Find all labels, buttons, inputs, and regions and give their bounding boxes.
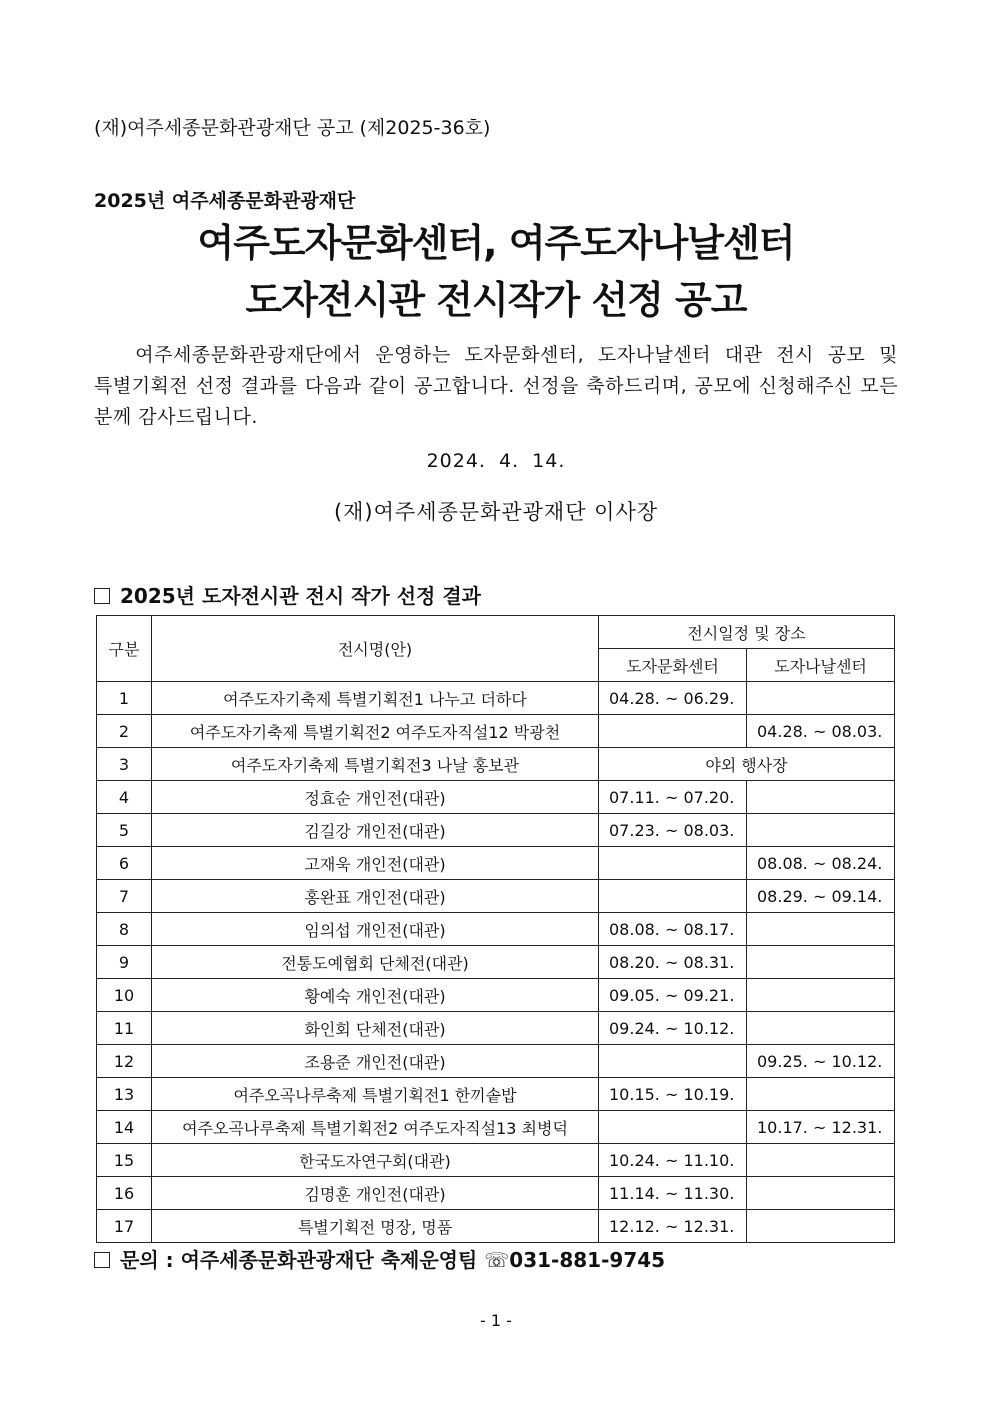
schedule-culture-center — [599, 847, 747, 880]
row-number: 7 — [97, 880, 152, 913]
table-row — [97, 913, 895, 946]
schedule-nanal-center: 04.28. ~ 08.03. — [747, 715, 895, 748]
table-row — [97, 1144, 895, 1177]
schedule-culture-center: 10.24. ~ 11.10. — [599, 1144, 747, 1177]
section-heading-results: 2025년 도자전시관 전시 작가 선정 결과 — [94, 580, 481, 609]
table-row — [97, 1078, 895, 1111]
exhibition-name: 전통도예협회 단체전(대관) — [152, 946, 599, 979]
row-number: 6 — [97, 847, 152, 880]
schedule-culture-center: 07.11. ~ 07.20. — [599, 781, 747, 814]
table-row — [97, 1111, 895, 1144]
schedule-culture-center: 04.28. ~ 06.29. — [599, 682, 747, 715]
row-number: 12 — [97, 1045, 152, 1078]
page-title-line1: 여주도자문화센터, 여주도자나날센터 — [197, 221, 795, 265]
schedule-nanal-center — [747, 946, 895, 979]
row-number: 16 — [97, 1177, 152, 1210]
table-row — [97, 946, 895, 979]
row-number: 10 — [97, 979, 152, 1012]
checkbox-square-icon — [94, 1252, 110, 1268]
exhibition-name: 여주도자기축제 특별기획전1 나누고 더하다 — [152, 682, 599, 715]
schedule-culture-center — [599, 1111, 747, 1144]
row-number: 1 — [97, 682, 152, 715]
row-number: 2 — [97, 715, 152, 748]
table-row — [97, 748, 895, 781]
table-row — [97, 847, 895, 880]
row-number: 17 — [97, 1210, 152, 1243]
schedule-culture-center: 07.23. ~ 08.03. — [599, 814, 747, 847]
schedule-nanal-center — [747, 979, 895, 1012]
exhibition-name: 황예숙 개인전(대관) — [152, 979, 599, 1012]
checkbox-square-icon — [94, 588, 110, 604]
row-number: 3 — [97, 748, 152, 781]
header-exhibition: 전시명(안) — [152, 616, 599, 682]
intro-paragraph: 여주세종문화관광재단에서 운영하는 도자문화센터, 도자나날센터 대관 전시 공모 및 특별기획전 선정 결과를 다음과 같이 공고합니다. 선정을 축하드리며, 공모에 신청해주신 모든 분께 감사드립니다. — [94, 344, 898, 428]
schedule-nanal-center — [747, 1078, 895, 1111]
header-venue-culture-center: 도자문화센터 — [599, 649, 747, 682]
page-title-line2: 도자전시관 전시작가 선정 공고 — [245, 278, 747, 322]
table-row — [97, 1012, 895, 1045]
schedule-nanal-center — [747, 1144, 895, 1177]
schedule-culture-center: 09.24. ~ 10.12. — [599, 1012, 747, 1045]
schedule-nanal-center: 08.08. ~ 08.24. — [747, 847, 895, 880]
exhibition-name: 김길강 개인전(대관) — [152, 814, 599, 847]
table-row — [97, 1177, 895, 1210]
exhibition-name: 김명훈 개인전(대관) — [152, 1177, 599, 1210]
schedule-culture-center: 10.15. ~ 10.19. — [599, 1078, 747, 1111]
schedule-nanal-center — [747, 913, 895, 946]
row-number: 4 — [97, 781, 152, 814]
table-row — [97, 715, 895, 748]
row-number: 13 — [97, 1078, 152, 1111]
row-number: 15 — [97, 1144, 152, 1177]
schedule-culture-center — [599, 880, 747, 913]
schedule-nanal-center: 09.25. ~ 10.12. — [747, 1045, 895, 1078]
table-row — [97, 781, 895, 814]
schedule-nanal-center — [747, 682, 895, 715]
result-table — [96, 615, 895, 1243]
row-number: 14 — [97, 1111, 152, 1144]
schedule-culture-center — [599, 715, 747, 748]
exhibition-name: 고재욱 개인전(대관) — [152, 847, 599, 880]
exhibition-name: 여주오곡나루축제 특별기획전2 여주도자직설13 최병덕 — [152, 1111, 599, 1144]
table-row — [97, 1210, 895, 1243]
issuer: (재)여주세종문화관광재단 이사장 — [333, 500, 659, 524]
exhibition-name: 여주오곡나루축제 특별기획전1 한끼솥밥 — [152, 1078, 599, 1111]
schedule-nanal-center: 08.29. ~ 09.14. — [747, 880, 895, 913]
schedule-culture-center: 09.05. ~ 09.21. — [599, 979, 747, 1012]
row-number: 11 — [97, 1012, 152, 1045]
exhibition-name: 임의섭 개인전(대관) — [152, 913, 599, 946]
page-number: - 1 - — [480, 1311, 512, 1330]
header-category: 구분 — [97, 616, 152, 682]
row-number: 9 — [97, 946, 152, 979]
table-row — [97, 814, 895, 847]
schedule-culture-center — [599, 1045, 747, 1078]
exhibition-name: 특별기획전 명장, 명품 — [152, 1210, 599, 1243]
table-row — [97, 1045, 895, 1078]
notice-number: (재)여주세종문화관광재단 공고 (제2025-36호) — [94, 117, 491, 139]
table-row — [97, 682, 895, 715]
organization-year: 2025년 여주세종문화관광재단 — [94, 190, 356, 212]
schedule-culture-center: 12.12. ~ 12.31. — [599, 1210, 747, 1243]
schedule-nanal-center — [747, 1177, 895, 1210]
schedule-nanal-center — [747, 1210, 895, 1243]
schedule-nanal-center — [747, 781, 895, 814]
schedule-culture-center: 08.08. ~ 08.17. — [599, 913, 747, 946]
exhibition-name: 화인회 단체전(대관) — [152, 1012, 599, 1045]
header-venue-nanal-center: 도자나날센터 — [747, 649, 895, 682]
row-number: 5 — [97, 814, 152, 847]
schedule-culture-center: 08.20. ~ 08.31. — [599, 946, 747, 979]
schedule-nanal-center — [747, 1012, 895, 1045]
announcement-date: 2024. 4. 14. — [426, 450, 566, 472]
exhibition-name: 조용준 개인전(대관) — [152, 1045, 599, 1078]
contact-info: 문의 : 여주세종문화관광재단 축제운영팀 ☏031-881-9745 — [94, 1244, 665, 1273]
table-row — [97, 880, 895, 913]
row-number: 8 — [97, 913, 152, 946]
exhibition-name: 한국도자연구회(대관) — [152, 1144, 599, 1177]
exhibition-name: 정효순 개인전(대관) — [152, 781, 599, 814]
exhibition-name: 홍완표 개인전(대관) — [152, 880, 599, 913]
schedule-merged: 야외 행사장 — [599, 748, 895, 781]
schedule-nanal-center: 10.17. ~ 12.31. — [747, 1111, 895, 1144]
exhibition-name: 여주도자기축제 특별기획전2 여주도자직설12 박광천 — [152, 715, 599, 748]
schedule-culture-center: 11.14. ~ 11.30. — [599, 1177, 747, 1210]
table-row — [97, 979, 895, 1012]
schedule-nanal-center — [747, 814, 895, 847]
exhibition-name: 여주도자기축제 특별기획전3 나날 홍보관 — [152, 748, 599, 781]
header-schedule: 전시일정 및 장소 — [599, 616, 895, 649]
